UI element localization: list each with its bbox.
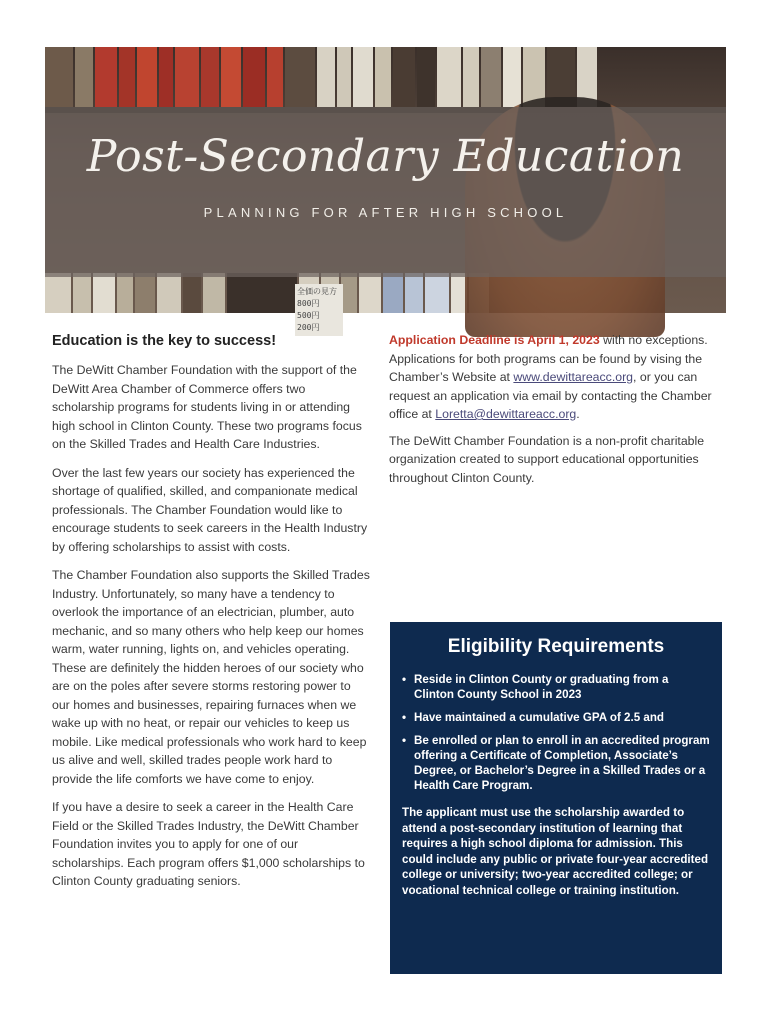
email-link[interactable]: Loretta@dewittareacc.org <box>435 407 577 421</box>
list-item-text: Reside in Clinton County or graduating from a Clinton County School in 2023 <box>414 673 669 701</box>
banner-title: Post-Secondary Education <box>86 131 685 182</box>
eligibility-list <box>402 672 710 793</box>
deadline-text: Application Deadline is April 1, 2023 <box>389 333 600 347</box>
trades-paragraph: The Chamber Foundation also supports the Skilled Trades Industry. Unfortunately, so many have a tendency to overlook the importance of an electrician, plumber, auto mechanic, and so many others who help keep our homes warm, water running, lights on, and vehicles operating. These are definitely the hidden heroes of our society who are on the poles after severe storms restoring power to our homes and businesses, repairing furnaces when we wake up with no heat, or repair our vehicles to keep us mobile. Like medical professionals who work hard to keep us alive and well, skilled trades people work hard to provide the life comforts we have come to enjoy. <box>52 568 370 786</box>
banner-subtitle: PLANNING FOR AFTER HIGH SCHOOL <box>203 205 568 220</box>
price-sign-line: 200円 <box>297 323 320 332</box>
left-column <box>52 333 370 901</box>
list-item <box>402 733 710 793</box>
application-text: , or you can request an application via email by contacting the Chamber office at <box>389 370 712 421</box>
list-item-text: Have maintained a cumulative GPA of 2.5 and <box>414 711 664 724</box>
application-paragraph <box>389 331 721 424</box>
right-column <box>389 331 721 495</box>
header-banner <box>45 47 726 332</box>
nonprofit-paragraph: The DeWitt Chamber Foundation is a non-profit charitable organization created to support educational opportunities throughout Clinton County. <box>389 433 705 485</box>
price-sign-line: 800円 <box>297 299 320 308</box>
intro-paragraph: The DeWitt Chamber Foundation with the support of the DeWitt Area Chamber of Commerce offers two scholarship programs for students living in or attending high school in Clinton County. These two programs focus on the Skilled Trades and Health Care Industries. <box>52 363 362 451</box>
list-item-text: Be enrolled or plan to enroll in an accredited program offering a Certificate of Completion, Associate’s Degree, or Bachelor’s Degree in a Skilled Trades or a Health Care Program. <box>414 734 710 792</box>
list-item <box>402 672 710 702</box>
application-text: with no exceptions. Applications for both programs can be found by vising the Chamber’s Website at <box>389 333 708 384</box>
eligibility-title: Eligibility Requirements <box>447 636 665 657</box>
eligibility-note: The applicant must use the scholarship awarded to attend a post-secondary institution of learning that requires a high school diploma for admission. This could include any public or private four-year accredited college or university; two-year accredited college; or vocational technical college or training institution. <box>402 806 709 897</box>
list-item <box>402 710 710 725</box>
price-sign-line: 500円 <box>297 311 320 320</box>
invitation-paragraph: If you have a desire to seek a career in the Health Care Field or the Skilled Trades Industry, the DeWitt Chamber Foundation invites you to apply for one of our scholarships. Each program offers $1,000 scholarships to Clinton County graduating seniors. <box>52 800 365 888</box>
health-paragraph: Over the last few years our society has experienced the shortage of qualified, skilled, and companionate medical professionals. The Chamber Foundation would like to encourage students to seek careers in the Health Industry by offering scholarships to assist with costs. <box>52 465 368 554</box>
price-sign <box>295 284 343 336</box>
section-heading: Education is the key to success! <box>52 333 277 349</box>
bullet-icon: • <box>402 711 407 724</box>
bullet-icon: • <box>402 673 407 686</box>
application-text: . <box>576 407 580 421</box>
price-sign-line: 全価の見方 <box>297 287 337 296</box>
bookshelf-top <box>45 47 726 107</box>
eligibility-box <box>390 622 722 974</box>
website-link[interactable]: www.dewittareacc.org <box>513 370 634 384</box>
bullet-icon: • <box>402 734 407 747</box>
